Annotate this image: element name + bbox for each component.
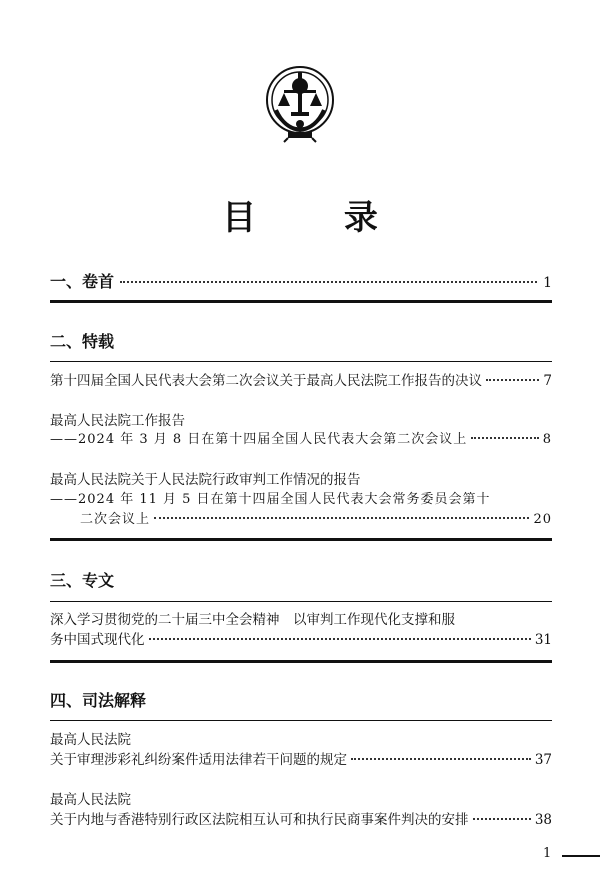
- page-number: 37: [534, 752, 552, 768]
- entry-subtitle: ——2024 年 3 月 8 日在第十四届全国人民代表大会第二次会议上: [50, 432, 468, 447]
- toc-entry[interactable]: [50, 811, 552, 829]
- section-title: 四、司法解释: [50, 691, 147, 710]
- entry-title: 关于内地与香港特别行政区法院相互认可和执行民商事案件判决的安排: [50, 812, 469, 828]
- dot-leader: [149, 638, 531, 640]
- section-heading: [50, 332, 552, 352]
- page-number: 38: [534, 812, 552, 828]
- divider-thin: [50, 601, 552, 602]
- dot-leader: [473, 818, 531, 820]
- dot-leader: [471, 437, 538, 439]
- section-title: 二、特载: [50, 332, 115, 351]
- page-number: 7: [543, 373, 552, 389]
- divider-thick: [50, 538, 552, 541]
- dot-leader: [154, 517, 529, 519]
- entry-title: 关于审理涉彩礼纠纷案件适用法律若干问题的规定: [50, 752, 347, 768]
- section-title: 三、专文: [50, 571, 115, 590]
- divider-thin: [50, 720, 552, 721]
- page-number: 1: [543, 275, 552, 291]
- divider-thick: [50, 300, 552, 303]
- entry-title[interactable]: 最高人民法院关于人民法院行政审判工作情况的报告: [50, 472, 361, 488]
- toc-entry[interactable]: [50, 431, 552, 449]
- divider-thick: [50, 660, 552, 663]
- entry-org[interactable]: 最高人民法院: [50, 732, 131, 748]
- page-number: 8: [542, 432, 552, 447]
- page-title: 目 录: [222, 198, 416, 238]
- court-emblem-icon: [264, 62, 336, 144]
- section-heading: [50, 691, 552, 711]
- divider-thin: [50, 361, 552, 362]
- page-number: 31: [534, 632, 552, 648]
- entry-subtitle: 二次会议上: [80, 512, 151, 527]
- section-heading: [50, 571, 552, 591]
- entry-title: 务中国式现代化: [50, 632, 145, 648]
- entry-org[interactable]: 最高人民法院: [50, 792, 131, 808]
- section-title: 一、卷首: [50, 272, 115, 291]
- toc-entry[interactable]: [80, 511, 552, 529]
- entry-title: 第十四届全国人民代表大会第二次会议关于最高人民法院工作报告的决议: [50, 373, 482, 389]
- toc-entry[interactable]: [50, 751, 552, 769]
- entry-subtitle: ——2024 年 11 月 5 日在第十四届全国人民代表大会常务委员会第十: [50, 492, 491, 507]
- footer-page-number: 1: [543, 846, 552, 861]
- footer-bar: [562, 855, 600, 857]
- dot-leader: [351, 758, 531, 760]
- page-number: 20: [533, 512, 552, 527]
- dot-leader: [486, 379, 539, 381]
- entry-title[interactable]: 最高人民法院工作报告: [50, 413, 185, 429]
- entry-title[interactable]: 深入学习贯彻党的二十届三中全会精神 以审判工作现代化支撑和服: [50, 612, 455, 628]
- toc-entry[interactable]: [50, 631, 552, 649]
- section-heading[interactable]: [50, 272, 552, 293]
- toc-entry[interactable]: [50, 372, 552, 390]
- dot-leader: [120, 281, 537, 283]
